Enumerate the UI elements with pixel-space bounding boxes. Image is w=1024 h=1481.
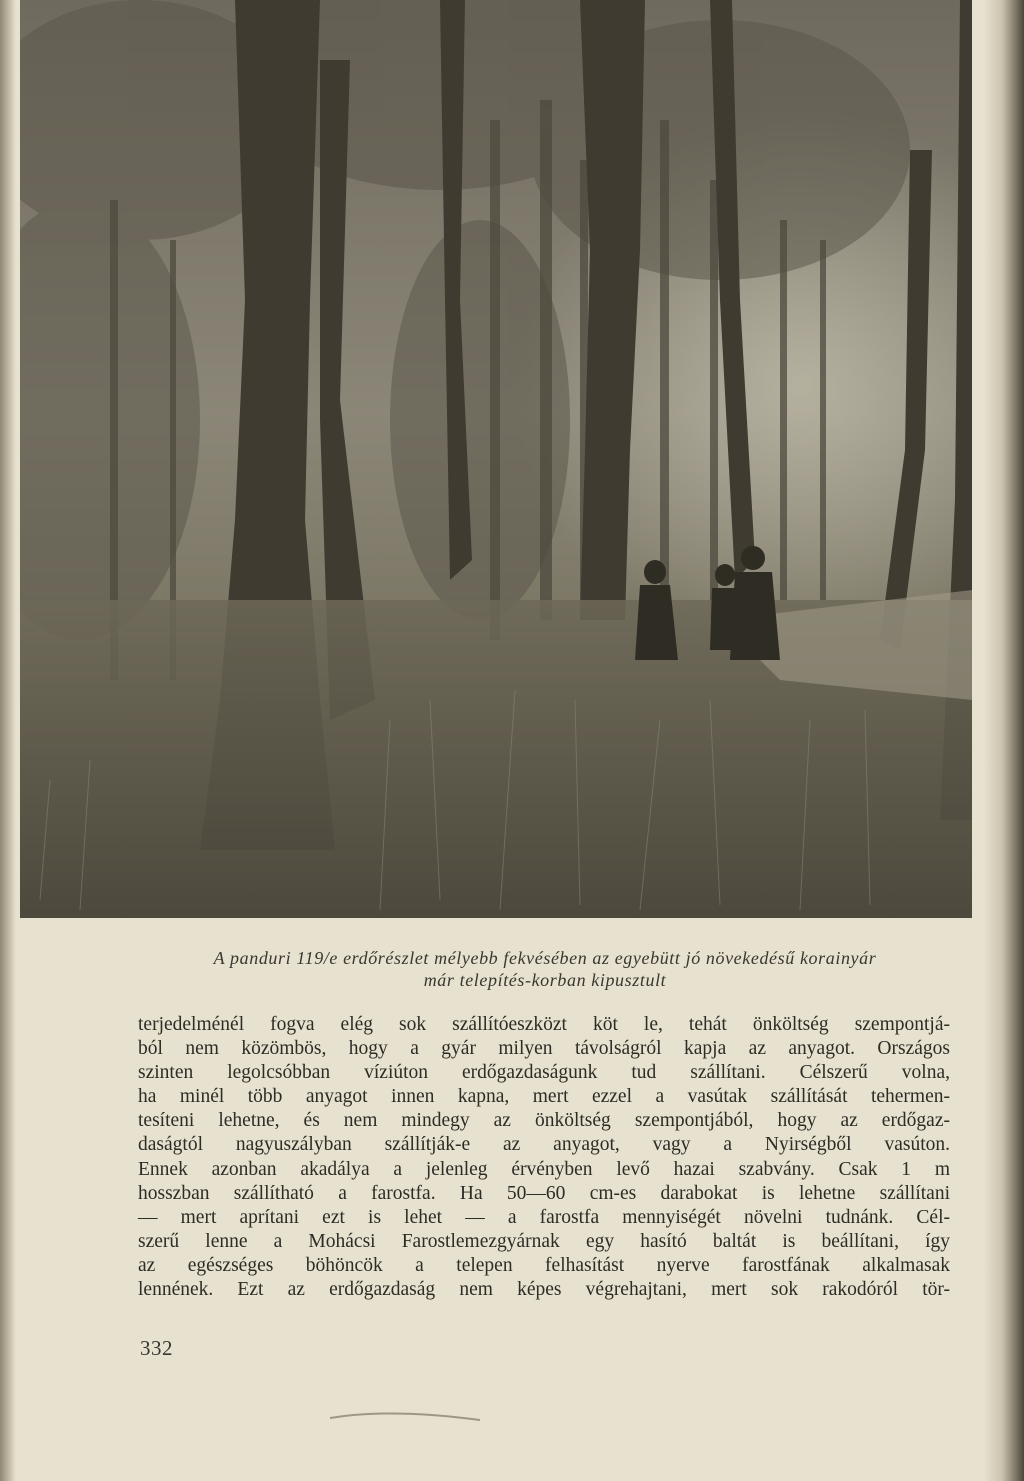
ink-smudge bbox=[330, 1398, 480, 1428]
text-line: az egészséges böhöncök a telepen felhasítást nyerve farostfának alkalmasak bbox=[138, 1254, 950, 1276]
forest-photograph bbox=[20, 0, 972, 918]
caption-line-1: A panduri 119/e erdőrészlet mélyebb fekvésében az egyebütt jó növekedésű korainyár bbox=[213, 948, 877, 968]
page-gutter-shadow bbox=[0, 0, 16, 1481]
page-edge-shadow bbox=[984, 0, 1024, 1481]
text-line: — mert aprítani ezt is lehet — a farostfa mennyiségét növelni tudnánk. Cél- bbox=[138, 1206, 950, 1228]
text-line: hosszban szállítható a farostfa. Ha 50—60 cm-es darabokat is lehetne szállítani bbox=[138, 1182, 950, 1204]
text-line: lennének. Ezt az erdőgazdaság nem képes végrehajtani, mert sok rakodóról tör- bbox=[138, 1279, 950, 1301]
photo-caption bbox=[130, 947, 960, 991]
text-line: tesíteni lehetne, és nem mindegy az önköltség szempontjából, hogy az erdőgaz- bbox=[138, 1110, 950, 1132]
body-paragraph bbox=[138, 1013, 950, 1302]
page-number: 332 bbox=[140, 1336, 173, 1360]
text-line: Ennek azonban akadálya a jelenleg érvényben levő hazai szabvány. Csak 1 m bbox=[138, 1158, 950, 1180]
caption-line-2: már telepítés-korban kipusztult bbox=[423, 970, 667, 990]
text-line: ból nem közömbös, hogy a gyár milyen távolságról kapja az anyagot. Országos bbox=[138, 1038, 950, 1060]
text-line: ha minél több anyagot innen kapna, mert ezzel a vasútak szállítását tehermen- bbox=[138, 1086, 950, 1108]
text-line: szerű lenne a Mohácsi Farostlemezgyárnak egy hasító baltát is beállítani, így bbox=[138, 1230, 950, 1252]
text-line: szinten legolcsóbban víziúton erdőgazdaságunk tud szállítani. Célszerű volna, bbox=[138, 1062, 950, 1084]
text-line: terjedelménél fogva elég sok szállítóeszközt köt le, tehát önköltség szempontjá- bbox=[138, 1014, 950, 1035]
text-line: daságtól nagyuszályban szállítják-e az anyagot, vagy a Nyirségből vasúton. bbox=[138, 1134, 950, 1156]
